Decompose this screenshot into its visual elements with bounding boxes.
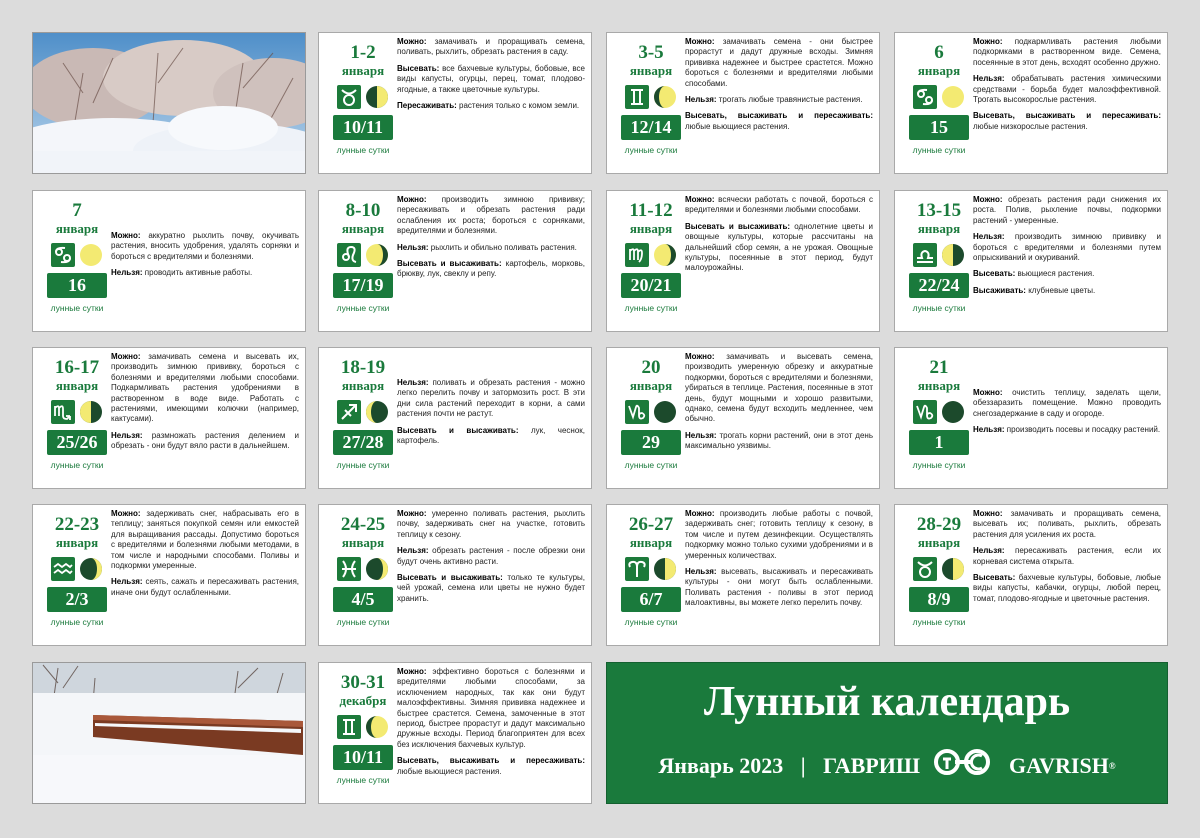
advice-text: замачивать и высевать семена, производить умеренную обрезку и аккуратные подкормки, бороться с вредителями и болезнями, убираться в теплице. Растения, посеянные в этот день, будут мощными и хорошо развитыми, однако, семена будут всходить медленнее, чем обычно. [685,352,873,424]
lunar-day-caption: лунные сутки [624,145,678,155]
advice-block [973,509,1161,610]
advice-label: Можно: [973,509,1003,518]
day-card [606,32,880,174]
advice-label: Нельзя: [685,567,717,577]
month-label: января [341,221,385,236]
advice-label: Нельзя: [111,268,143,278]
sign-and-phase [609,243,693,267]
day-summary [897,37,981,169]
lunar-day-number: 15 [909,115,969,140]
advice-text: картофель, морковь, брюкву, лук, свеклу и репу. [397,259,585,279]
advice-text: очистить теплицу, заделать щели, обеззаразить помещение. Можно проводить снегозадержание в саду и огороде. [973,388,1161,418]
day-summary [321,195,405,327]
sign-and-phase [897,85,981,109]
advice-text: однолетние цветы и овощные культуры, которые рассчитаны на дальнейший сбор семян, а не урожая. Овощные культуры, посеянные в этот период, будут малоурожайны. [685,221,873,273]
advice-label: Можно: [397,509,427,518]
advice-paragraph [973,546,1161,567]
advice-paragraph [973,269,1161,279]
advice-label: Можно: [973,37,1003,46]
sign-and-phase [35,400,119,424]
advice-block [111,509,299,604]
lunar-day-caption: лунные сутки [912,303,966,313]
lunar-day-caption: лунные сутки [336,460,390,470]
day-summary [609,352,693,484]
advice-text: производить зимнюю прививку и бороться с вредителями и болезнями путем опрыскиваний и окуриваний. [973,232,1161,263]
advice-text: обрезать растения - после обрезки они будут очень активно расти. [397,546,585,566]
taurus-icon [337,85,361,109]
advice-label: Нельзя: [685,95,717,105]
advice-text: вьющиеся растения. [1015,269,1095,279]
advice-text: любые низкорослые растения. [973,121,1088,131]
date-range: 24-25 [340,514,386,535]
snowy-garden-photo [32,32,306,174]
month-label: января [917,378,961,393]
advice-label: Можно: [111,509,141,518]
advice-paragraph [685,111,873,132]
advice-text: замачивать и проращивать семена, поливать, рыхлить, обрезать растения в саду. [397,37,585,57]
advice-label: Можно: [111,231,141,240]
day-summary [897,509,981,641]
moon-phase-icon [365,715,389,739]
advice-label: Высевать и высаживать: [397,573,503,583]
cancer-icon [51,243,75,267]
advice-block [685,352,873,458]
sign-and-phase [609,85,693,109]
advice-paragraph [111,509,299,571]
advice-label: Можно: [973,195,1003,204]
lunar-day-caption: лунные сутки [912,145,966,155]
sign-and-phase [321,400,405,424]
advice-label: Нельзя: [397,546,429,556]
date-range: 1-2 [350,42,376,63]
day-summary [897,352,981,484]
advice-label: Можно: [685,37,715,46]
advice-text: только те культуры, чей урожай, семена или цветы не нужно будет хранить. [397,573,585,603]
advice-paragraph [973,195,1161,226]
advice-text: задерживать снег, набрасывать его в теплицу; заняться покупкой семян или емкостей для выращивания рассады. Допустимо бороться с вредителями и болезнями любыми методами, в том числе и народными способами. Поливы и подкормки умеренные. [111,509,299,571]
advice-block [111,352,299,458]
advice-text: замачивать семена и высевать их, производить зимнюю прививку, бороться с болезнями и вредителями любыми способами. Подкармливать растения удобрениями в растворенном в воде виде. Работать с растениями, имеющими колючки (например, кактусами). [111,352,299,424]
advice-label: Нельзя: [973,425,1005,435]
moon-phase-icon [365,85,389,109]
sign-and-phase [897,243,981,267]
moon-phase-icon [365,400,389,424]
advice-label: Высевать и высаживать: [397,425,519,435]
advice-text: размножать растения делением и обрезать - они будут вяло расти в дальнейшем. [111,430,299,451]
calendar-banner [606,662,1168,804]
virgo-icon [625,243,649,267]
advice-label: Высаживать: [973,285,1026,295]
advice-label: Можно: [973,388,1003,397]
advice-text: клубневые цветы. [1025,285,1096,295]
advice-label: Высевать: [397,63,440,73]
day-card [318,190,592,332]
advice-block [685,509,873,615]
day-card [894,190,1168,332]
advice-paragraph [111,231,299,262]
registered-mark: ® [1108,761,1116,771]
advice-text: производить посевы и посадку растений. [1004,425,1161,435]
advice-text: аккуратно рыхлить почву, окучивать растения, вносить удобрения, удалять сорняки и бороться с вредителями и болезнями. [111,231,299,261]
sign-and-phase [321,243,405,267]
advice-text: лук, чеснок, картофель. [397,425,585,446]
advice-text: замачивать семена - они быстрее прорастут и дадут дружные всходы. Зимняя прививка надежнее и быстрее срастется. Можно бороться с болезнями и вредителями любыми способами. [685,37,873,88]
advice-paragraph [973,111,1161,132]
advice-text: любые вьющиеся растения. [397,766,502,776]
advice-text: растения только с комом земли. [456,101,580,111]
advice-label: Высевать: [973,573,1016,583]
day-card [894,32,1168,174]
advice-text: высевать, высаживать и пересаживать культуры - они могут быть ослабленными. Поливать растения - поливы в этот период малоактивны, вы можете легко перелить почву. [685,567,873,608]
moon-phase-icon [653,85,677,109]
advice-paragraph [685,195,873,216]
advice-label: Можно: [685,195,715,204]
day-summary [35,509,119,641]
day-card [32,347,306,489]
advice-paragraph [111,268,299,278]
advice-paragraph [111,431,299,452]
lunar-day-number: 16 [47,273,107,298]
lunar-day-number: 25/26 [47,430,107,455]
day-summary [35,352,119,484]
advice-text: рыхлить и обильно поливать растения. [428,242,577,252]
advice-block [397,195,585,286]
lunar-day-caption: лунные сутки [624,460,678,470]
aries-icon [625,557,649,581]
advice-paragraph [685,352,873,425]
day-summary [321,509,405,641]
moon-phase-icon [365,557,389,581]
lunar-day-caption: лунные сутки [624,617,678,627]
advice-text: любые вьющиеся растения. [685,121,790,131]
moon-phase-icon [365,243,389,267]
sign-and-phase [609,400,693,424]
sagittarius-icon [337,400,361,424]
advice-paragraph [973,37,1161,68]
lunar-day-caption: лунные сутки [912,617,966,627]
advice-label: Нельзя: [397,378,429,387]
lunar-day-caption: лунные сутки [336,775,390,785]
date-range: 7 [72,200,82,221]
cancer-icon [913,85,937,109]
sign-and-phase [321,557,405,581]
advice-paragraph [397,64,585,95]
lunar-day-number: 4/5 [333,587,393,612]
advice-paragraph [397,426,585,447]
month-year: Январь 2023 [658,753,784,778]
sign-and-phase [35,243,119,267]
advice-text: поливать и обрезать растения - можно легко перелить почву и затормозить рост. В эти дни сила растений переходит в корни, а сами растения почти не растут. [397,378,585,419]
advice-paragraph [397,195,585,237]
advice-label: Можно: [397,195,427,204]
date-range: 8-10 [345,200,381,221]
lunar-day-number: 8/9 [909,587,969,612]
sign-and-phase [321,85,405,109]
day-summary [609,195,693,327]
day-summary [321,352,405,484]
advice-text: трогать корни растений, они в этот день максимально уязвимы. [685,430,873,451]
date-range: 16-17 [54,357,100,378]
capricorn-icon [913,400,937,424]
libra-icon [913,243,937,267]
month-label: января [629,63,673,78]
advice-label: Нельзя: [685,430,717,440]
brand-en: GAVRISH [1008,753,1109,778]
lunar-day-caption: лунные сутки [336,145,390,155]
date-range: 28-29 [916,514,962,535]
advice-block [685,37,873,138]
calendar-subtitle [607,747,1167,785]
advice-text: проводить активные работы. [142,268,253,278]
advice-label: Нельзя: [397,242,429,252]
date-range: 11-12 [629,200,673,221]
sign-and-phase [897,557,981,581]
advice-text: сеять, сажать и пересаживать растения, иначе они будут ослабленными. [111,577,299,597]
advice-text: замачивать и проращивать семена, высевать их; поливать, рыхлить, обрезать растения для усиления их роста. [973,509,1161,539]
advice-paragraph [397,546,585,567]
day-card [32,190,306,332]
advice-paragraph [685,431,873,452]
month-label: января [341,63,385,78]
day-card [606,347,880,489]
advice-paragraph [973,286,1161,296]
pisces-icon [337,557,361,581]
advice-paragraph [973,425,1161,435]
sign-and-phase [609,557,693,581]
advice-text: обрабатывать растения химическими средствами - борьба будет малоэффективной. Трогать высокорослые растения. [973,74,1161,105]
lunar-day-number: 27/28 [333,430,393,455]
advice-label: Можно: [685,352,715,361]
advice-paragraph [111,352,299,425]
capricorn-icon [625,400,649,424]
separator: | [800,753,806,778]
advice-text: производить зимнюю прививку; пересаживать и обрезать растения ради ослабления их роста; бороться с сорняками, вредителями и болезнями. [397,195,585,236]
day-card [318,347,592,489]
date-range: 18-19 [340,357,386,378]
sign-and-phase [35,557,119,581]
advice-label: Высевать: [973,269,1016,279]
advice-paragraph [397,378,585,420]
lunar-day-caption: лунные сутки [50,303,104,313]
day-card [894,504,1168,646]
advice-paragraph [685,509,873,561]
sign-and-phase [321,715,405,739]
advice-label: Высевать, высаживать и пересаживать: [397,756,585,766]
month-label: января [55,221,99,236]
sign-and-phase [897,400,981,424]
lunar-day-number: 2/3 [47,587,107,612]
date-range: 26-27 [628,514,674,535]
moon-phase-icon [79,557,103,581]
day-summary [609,37,693,169]
advice-paragraph [397,101,585,111]
advice-block [111,231,299,285]
advice-paragraph [111,577,299,598]
advice-block [973,195,1161,302]
advice-paragraph [685,567,873,609]
advice-label: Высевать, высаживать и пересаживать: [973,111,1161,121]
lunar-day-caption: лунные сутки [624,303,678,313]
day-summary [609,509,693,641]
month-label: января [917,221,961,236]
scorpio-icon [51,400,75,424]
advice-paragraph [685,222,873,274]
moon-phase-icon [79,243,103,267]
gavrish-logo-icon [929,747,999,785]
advice-paragraph [397,509,585,540]
date-range: 21 [929,357,949,378]
advice-text: обрезать растения ради снижения их роста. Полив, рыхление почвы, подкормки растений - умеренные. [973,195,1161,225]
advice-label: Нельзя: [111,430,143,440]
month-label: января [629,535,673,550]
day-card [32,504,306,646]
advice-text: пересаживать растения, если их корневая система открыта. [973,546,1161,566]
advice-paragraph [397,573,585,604]
advice-block [397,378,585,452]
moon-phase-icon [941,557,965,581]
advice-paragraph [397,756,585,777]
lunar-day-caption: лунные сутки [912,460,966,470]
date-range: 6 [934,42,944,63]
advice-label: Можно: [397,37,427,46]
advice-paragraph [397,667,585,750]
advice-block [397,509,585,610]
advice-block [973,37,1161,138]
day-card [606,504,880,646]
advice-label: Высевать и высаживать: [685,221,791,231]
moon-phase-icon [941,85,965,109]
date-range: 13-15 [916,200,962,221]
date-range: 20 [641,357,661,378]
lunar-day-number: 10/11 [333,115,393,140]
month-label: января [629,221,673,236]
advice-label: Нельзя: [973,74,1005,84]
advice-label: Пересаживать: [397,101,457,111]
moon-phase-icon [653,243,677,267]
advice-paragraph [973,509,1161,540]
day-card [606,190,880,332]
advice-text: трогать любые травянистые растения. [716,95,863,105]
lunar-day-number: 22/24 [909,273,969,298]
month-label: января [341,535,385,550]
advice-paragraph [685,95,873,105]
moon-phase-icon [79,400,103,424]
leo-icon [337,243,361,267]
aquarius-icon [51,557,75,581]
lunar-day-caption: лунные сутки [336,303,390,313]
advice-block [685,195,873,280]
advice-text: умеренно поливать растения, рыхлить почву, задерживать снег на участке, готовить теплицу к сезону. [397,509,585,539]
advice-paragraph [397,243,585,253]
date-range: 3-5 [638,42,664,63]
advice-block [397,37,585,117]
advice-label: Нельзя: [111,577,143,587]
advice-text: производить любые работы с почвой, задерживать снег; готовить теплицу к сезону, в том числе и путем дезинфекции. Осуществлять подкормку можно только сухими удобрениями и в умеренных количествах. [685,509,873,560]
advice-text: эффективно бороться с болезнями и вредителями любыми способами, за исключением народных, так как они будут малоэффективны. Зимняя прививка надежнее и быстрее срастется. Семена, замоченные в этот период, быстрее прорастут и дадут максимально дружные всходы. Период благоприятен для всех без исключения бахчевых культур. [397,667,585,749]
advice-paragraph [973,388,1161,419]
advice-label: Высевать и высаживать: [397,259,502,269]
advice-text: бахчевые культуры, бобовые, любые виды капусты, кабачки, огурцы, любой перец, томат, плодово-ягодные и цветочные растения. [973,573,1161,603]
advice-label: Можно: [685,509,715,518]
brand-ru: ГАВРИШ [823,753,920,778]
lunar-day-number: 1 [909,430,969,455]
month-label: декабря [339,693,387,708]
moon-phase-icon [941,400,965,424]
day-summary [321,37,405,169]
day-summary [897,195,981,327]
month-label: января [55,535,99,550]
advice-paragraph [397,259,585,280]
calendar-title: Лунный календарь [703,679,1071,725]
moon-phase-icon [941,243,965,267]
advice-text: подкармливать растения любыми подкормками в растворенном виде. Семена, посеянные в этот день, всходят особенно дружно. [973,37,1161,67]
taurus-icon [913,557,937,581]
day-summary [35,195,119,327]
day-card [318,32,592,174]
advice-text: все бахчевые культуры, бобовые, все виды капусты, огурцы, перец, томат, плодово-ягодные, а также цветочные культуры. [397,63,585,94]
advice-block [973,388,1161,442]
advice-paragraph [685,37,873,89]
advice-label: Высевать, высаживать и пересаживать: [685,111,873,121]
moon-phase-icon [653,557,677,581]
lunar-day-number: 10/11 [333,745,393,770]
lunar-day-caption: лунные сутки [336,617,390,627]
month-label: января [917,535,961,550]
advice-label: Можно: [111,352,141,361]
moon-phase-icon [653,400,677,424]
lunar-day-number: 12/14 [621,115,681,140]
advice-label: Нельзя: [973,546,1005,556]
lunar-day-caption: лунные сутки [50,617,104,627]
lunar-day-caption: лунные сутки [50,460,104,470]
month-label: января [917,63,961,78]
gemini-icon [337,715,361,739]
advice-label: Можно: [397,667,427,676]
day-card [318,504,592,646]
day-card [318,662,592,804]
advice-paragraph [973,573,1161,604]
month-label: января [629,378,673,393]
advice-paragraph [973,74,1161,105]
day-summary [321,667,405,799]
date-range: 30-31 [340,672,386,693]
advice-paragraph [397,37,585,58]
lunar-day-number: 6/7 [621,587,681,612]
snowy-raised-bed-photo [32,662,306,804]
month-label: января [55,378,99,393]
lunar-day-number: 17/19 [333,273,393,298]
advice-paragraph [973,232,1161,263]
advice-text: всячески работать с почвой, бороться с вредителями и болезнями любыми способами. [685,195,873,215]
date-range: 22-23 [54,514,100,535]
lunar-day-number: 20/21 [621,273,681,298]
advice-label: Нельзя: [973,232,1005,242]
lunar-day-number: 29 [621,430,681,455]
month-label: января [341,378,385,393]
advice-block [397,667,585,783]
day-card [894,347,1168,489]
gemini-icon [625,85,649,109]
